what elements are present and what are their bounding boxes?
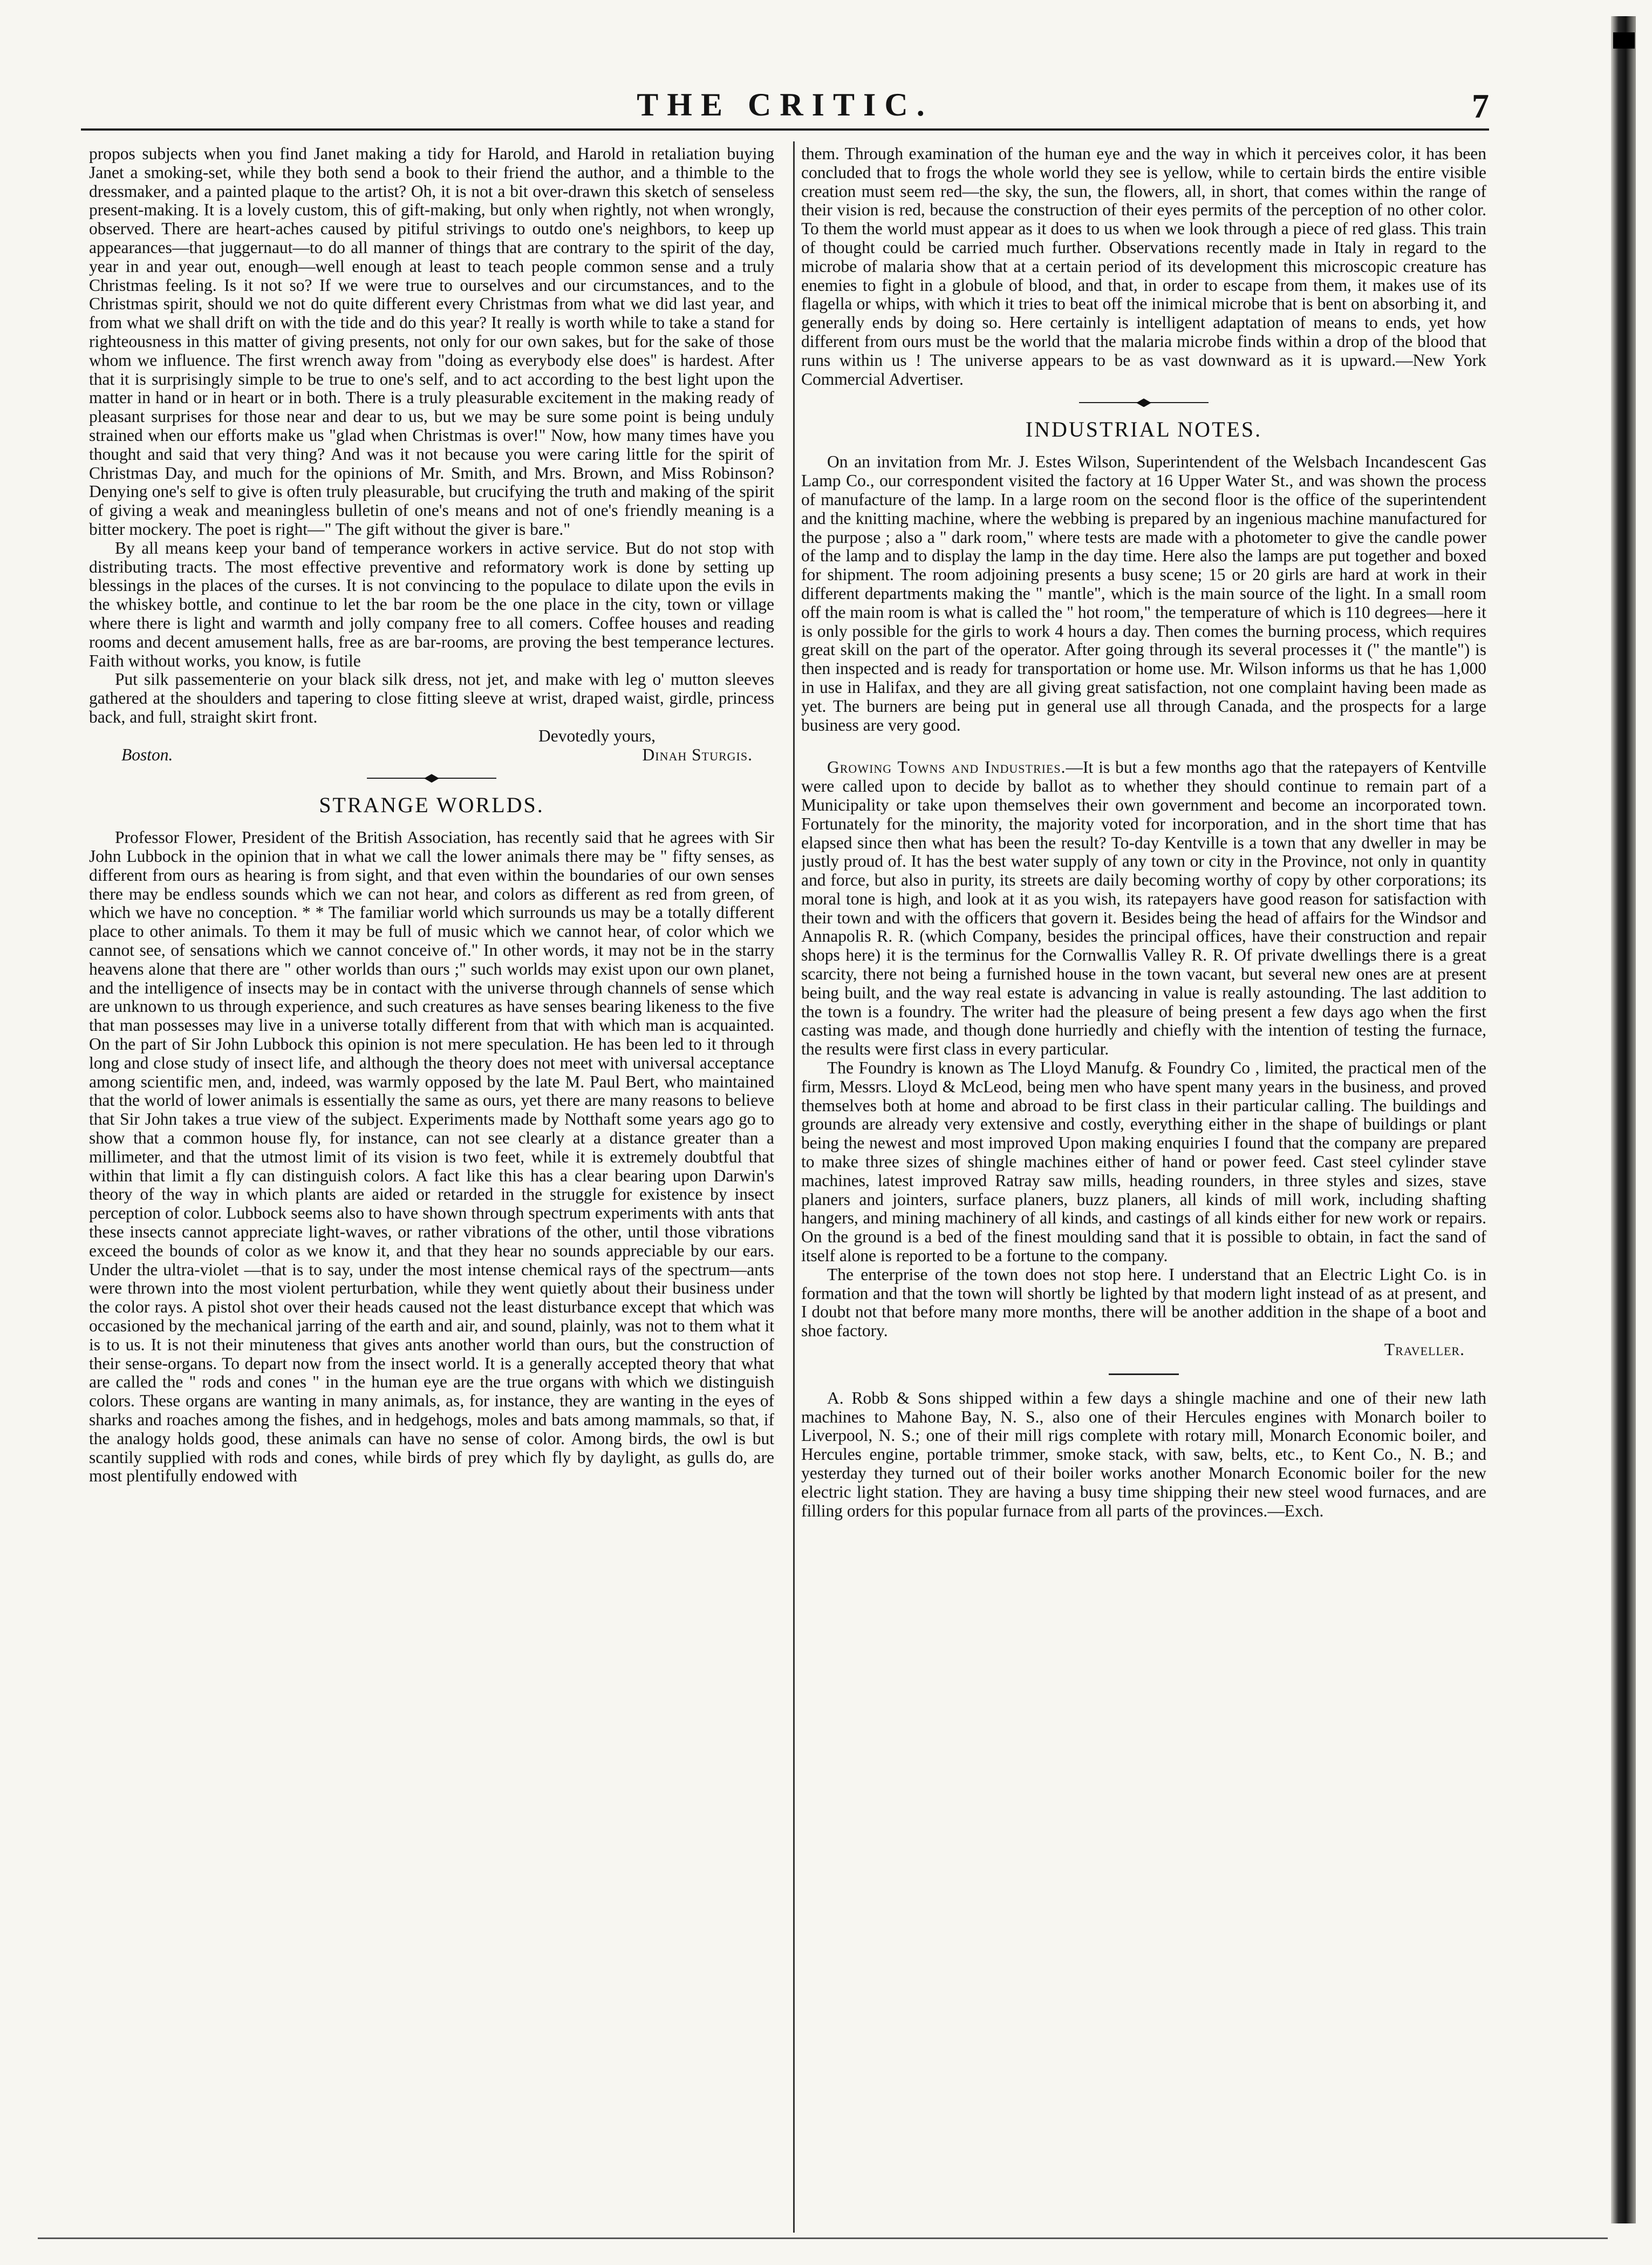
section-ornament <box>367 774 496 783</box>
section-rule <box>1109 1373 1179 1375</box>
article-paragraph: them. Through examination of the human eye and the way in which it perceives color, it has been concluded that to frogs the whole world they see is yellow, while to certain birds the entire visible creation must seem red—the sky, the sun, the flowers, all, in short, that comes within the range of their vision is red, because the construction of their eyes permits of the perception of no other color. To them the world must appear as it does to us when we look through a piece of red glass. This train of thought could be carried much further. Observations recently made in Italy in regard to the microbe of malaria show that at a certain period of its development this microscopic creature has enemies to fight in a globule of blood, and that, in order to escape from them, it makes use of its flagella or whips, with which it tries to beat off the inimical microbe that is bent on absorbing it, and generally ends by doing so. Here certainly is intelligent adaptation of means to ends, yet how different from ours must be the world that the malaria microbe finds within a drop of the blood that runs within us ! The universe appears to be as vast downward as it is upward.—New York Commercial Advertiser. <box>801 145 1486 389</box>
section-heading: STRANGE WORLDS. <box>319 793 544 818</box>
article-paragraph: Put silk passementerie on your black silk dress, not jet, and make with leg o' mutton sleeves gathered at the shoulders and tapering to close fitting sleeve at wrist, draped waist, girdle, princess back, and full, straight skirt front. <box>89 670 774 726</box>
masthead <box>81 86 1489 131</box>
article-paragraph: A. Robb & Sons shipped within a few days a shingle machine and one of their new lath machines to Mahone Bay, N. S., also one of their Hercules engines with Monarch boiler to Liverpool, N. S.; one of their mill rigs complete with rotary mill, Monarch Economic boiler, and Hercules engine, portable trimmer, smoke stack, with saw, belts, etc., to Kent Co., N. B.; and yesterday they turned out of their boiler works another Monarch Economic boiler for the new electric light station. They are having a busy time shipping their new steel wood furnaces, and are filling orders for this popular furnace from all parts of the provinces.—Exch. <box>801 1388 1486 1520</box>
article-signature: Traveller. <box>1384 1340 1465 1359</box>
left-column <box>89 145 774 2229</box>
newspaper-title: THE CRITIC. <box>637 87 933 123</box>
article-paragraph: Professor Flower, President of the British Association, has recently said that he agrees with Sir John Lubbock in the opinion that in what we call the lower animals there may be " fifty senses, as different from ours as hearing is from sight, and that even within the boundaries of our own senses there may be endless sounds which we can not hear, and colors as different as red from green, of which we have no conception. * * The familiar world which surrounds us may be a totally different place to other animals. To them it may be full of music which we cannot hear, of color which we cannot see, of sensations which we cannot conceive of." In other words, it may not be in the starry heavens alone that there are " other worlds than ours ;" such worlds may exist upon our own planet, and the intelligence of insects may be in contact with the universe through channels of sense which are unknown to us through experience, and such creatures as have senses bearing likeness to the five that man possesses may live in a universe totally different from that with which man is acquainted. On the part of Sir John Lubbock this opinion is not mere speculation. He has been led to it through long and close study of insect life, and although the theory does not meet with universal acceptance among scientific men, and, indeed, was warmly opposed by the late M. Paul Bert, who maintained that the world of lower animals is essentially the same as ours, yet there are many reasons to believe that Sir John takes a true view of the subject. Experiments made by Notthaft some years ago go to show that a common house fly, for instance, can not see clearly at a distance greater than a millimeter, and that the utmost limit of its vision is two feet, while it is extremely doubtful that within that limit a fly can distinguish colors. A fact like this has a clear bearing upon Darwin's theory of the way in which plants are aided or retarded in the struggle for existence by insect perception of color. Lubbock seems also to have shown through spectrum experiments with ants that these insects cannot appreciate light-waves, or rather vibrations of the other, until those vibrations exceed the bounds of color as we know it, and that they hear no sounds appreciable by our ears. Under the ultra-violet —that is to say, under the most intense chemical rays of the spectrum—ants were thrown into the most violent perturbation, while they went quietly about their business under the color rays. A pistol shot over their heads caused not the least disturbance except that which was occasioned by the mechanical jarring of the earth and air, and sound, plainly, was not to them what it is to us. It is not their minuteness that gives ants another world than ours, but the construction of their sense-organs. To depart now from the insect world. It is a generally accepted theory that what are called the " rods and cones " in the human eye are the true organs with which we distinguish colors. These organs are wanting in many animals, as, for instance, they are wanting in the eyes of sharks and roaches among the fishes, and in hedgehogs, moles and bats among mammals, so that, if the analogy holds good, these animals can have no sense of color. Among birds, the owl is but scantily supplied with rods and cones, while birds of prey which fly by daylight, as gulls do, are most plentifully endowed with <box>89 828 774 1486</box>
article-paragraph <box>801 758 1486 1059</box>
article-paragraph: On an invitation from Mr. J. Estes Wilson, Superintendent of the Welsbach Incandescent Gas Lamp Co., our correspondent visited the factory at 16 Upper Water St., and was shown the process of manufacture of the lamp. In a large room on the second floor is the office of the superintendent and the knitting machine, where the webbing is prepared by an ingenious machine manufactured for the purpose ; also a " dark room," where tests are made with a photometer to give the candle power of the lamp and to display the lamp in the day time. Here also the lamps are put together and boxed for shipment. The room adjoining presents a busy scene; 15 or 20 girls are hard at work in their different departments making the " mantle", which is the main source of the light. In a small room off the main room is what is called the " hot room," the temperature of which is 110 degrees—here it is only possible for the girls to work 4 hours a day. Then comes the burning process, which requires great skill on the part of the operator. After going through its several processes it (" the mantle") is then inspected and is ready for transportation or home use. Mr. Wilson informs us that he has 1,000 in use in Halifax, and they are all giving great satisfaction, not one complaint having been made as yet. The burners are being put in general use all through Canada, and the prospects for a large business are very good. <box>801 452 1486 734</box>
scan-edge <box>1611 16 1636 2223</box>
article-lead-text: —It is but a few months ago that the ratepayers of Kentville were called upon to decide by ballot as to whether they should continue to remain part of a Municipality or take upon themselves their own government and become an incorporated town. Fortunately for the minority, the majority voted for incorporation, and in the short time that has elapsed since then what has been the result? To-day Kentville is a town that any dweller in may be justly proud of. It has the best water supply of any town or city in the Province, not only in quantity and force, but also in purity, its streets are daily becoming worthy of copy by other corporations; its moral tone is high, and look at it as you wish, its ratepayers have good reason for satisfaction with their town and with the officers that govern it. Besides being the head of affairs for the Windsor and Annapolis R. R. (which Company, besides the principal offices, have their construction and repair shops here) it is the terminus for the Cornwallis Valley R. R. Of private dwellings there is a great scarcity, there not being a furnished house in the town vacant, but several new ones are at present being built, and the way real estate is advancing in value is really astounding. The last addition to the town is a foundry. The writer had the pleasure of being present a few days ago when the first casting was made, and though done hurriedly and chiefly with the intention of testing the furnace, the results were first class in every particular. <box>801 758 1486 1059</box>
column-divider <box>793 141 795 2233</box>
signature-place: Boston. <box>121 745 173 764</box>
closing-text: Devotedly yours, <box>538 726 656 745</box>
letter-closing <box>89 727 774 746</box>
article-paragraph: propos subjects when you find Janet making a tidy for Harold, and Harold in retaliation buying Janet a smoking-set, while they both send a book to their friend the author, and a thimble to the dressmaker, and a painted plaque to the artist? Oh, it is not a bit over-drawn this sketch of senseless present-making. It is a lovely custom, this of gift-making, but only when rightly, not when wrongly, observed. There are heart-aches caused by pitiful strivings to outdo one's neighbors, to keep up appearances—that juggernaut—to do all manner of things that are contrary to the spirit of the day, year in and year out, enough—well enough at least to teach people common sense and a truly Christmas feeling. Is it not so? If we were true to ourselves and our circumstances, and to the Christmas spirit, should we not do quite different every Christmas from what we did last year, and from what we shall drift on with the tide and do this year? It really is worth while to take a stand for righteousness in this matter of giving presents, not only for our own sakes, but for the sake of those whom we influence. The first wrench away from "doing as everybody else does" is hardest. After that it is surprisingly simple to be true to one's self, and to act according to the best light upon the matter in hand or in heart or in both. There is a truly pleasurable excitement in the making ready of pleasant surprises for those near and dear to us, but we may be sure some point is being unduly strained when our efforts make us "glad when Christmas is over!" Now, how many times have you thought and said that very thing? And was it not because you were caring little for the spirit of Christmas Day, and much for the opinions of Mr. Smith, and Mrs. Brown, and Miss Robinson? Denying one's self to give is often truly pleasurable, but crucifying the truth and making of the spirit of giving a weak and meaningless bulletin of one's means and not of one's friendly meaning is a bitter mockery. The poet is right—" The gift without the giver is bare." <box>89 145 774 539</box>
page-number: 7 <box>1472 87 1489 125</box>
right-column <box>801 145 1486 2229</box>
article-signature-row <box>801 1341 1486 1359</box>
page-bottom-rule <box>38 2237 1608 2239</box>
section-heading: INDUSTRIAL NOTES. <box>1025 417 1262 442</box>
article-paragraph: By all means keep your band of temperance workers in active service. But do not stop with distributing tracts. The most effective preventive and reformatory work is done by setting up blessings in the places of the curses. It is not convincing to the populace to dilate upon the evils in the whiskey bottle, and continue to let the bar room be the one place in the city, town or village where there is light and warmth and jolly company free to all comers. Coffee houses and reading rooms and decent amusement halls, free as are bar-rooms, are proving the best temperance lectures. Faith without works, you know, is futile <box>89 538 774 670</box>
article-paragraph: The Foundry is known as The Lloyd Manufg. & Foundry Co , limited, the practical men of the firm, Messrs. Lloyd & McLeod, being men who have spent many years in the business, and proved themselves both at home and abroad to be first class in their particular calling. The buildings and grounds are already very extensive and costly, everything either in the shape of buildings or plant being the newest and most improved Upon making enquiries I found that the company are prepared to make three sizes of shingle machines either of hand or power feed. Cast steel cylinder stave machines, latest improved Ratray saw mills, heading rounders, in three styles and sizes, stave planers and jointers, surface planers, buzz planers, all kinds of mill work, including shafting hangers, and mining machinery of all kinds, and castings of all kinds either for new work or repairs. On the ground is a bed of the finest moulding sand that it is possible to obtain, in fact the sand of itself alone is reported to be a fortune to the company. <box>801 1058 1486 1266</box>
scan-edge-mark <box>1613 32 1635 49</box>
article-paragraph: The enterprise of the town does not stop here. I understand that an Electric Light Co. is in formation and that the town will shortly be lighted by that modern light instead of as at present, and I doubt not that before many more months, there will be another addition in the shape of a boot and shoe factory. <box>801 1264 1486 1341</box>
section-ornament <box>1079 398 1209 407</box>
letter-signature <box>89 746 774 765</box>
article-lead: Growing Towns and Industries. <box>827 758 1066 777</box>
signature-author: Dinah Sturgis. <box>642 745 753 764</box>
